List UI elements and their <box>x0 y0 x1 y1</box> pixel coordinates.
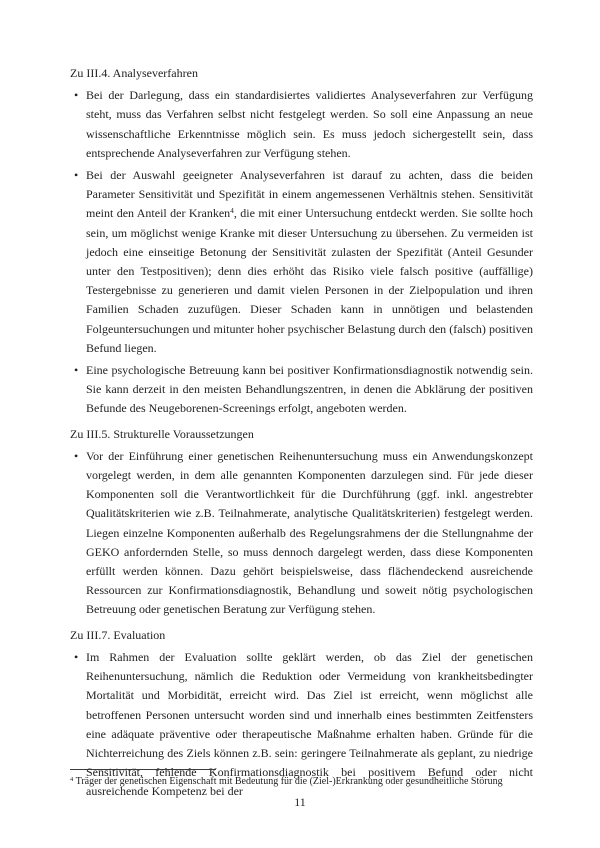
footnote-separator <box>70 769 216 770</box>
section-heading-iii5: Zu III.5. Strukturelle Voraussetzungen <box>70 426 254 441</box>
footnote-body: Träger der genetischen Eigenschaft mit Bedeutung für die (Ziel-)Erkrankung oder gesundheitliche Störung <box>75 776 503 787</box>
section-heading-iii7: Zu III.7. Evaluation <box>70 627 166 642</box>
paragraph-text <box>86 168 533 355</box>
text-segment: Bei der Auswahl geeigneter Analyseverfahren ist darauf zu achten, dass die beiden Parameter Sensitivität und Spezifität in einem angemessenen Verhältnis stehen. Sensitivität meint den Anteil der Kranken <box>86 168 533 221</box>
text-segment: , die mit einer Untersuchung entdeckt werden. Sie sollte hoch sein, um möglichst wenige Kranke mit dieser Untersuchung zu übersehen. Zu vermeiden ist jedoch eine einseitige Betonung der Sensitivität zulasten der Spezifität (Anteil Gesunder unter den Testpositiven); denn dies erhöht das Risiko viele falsch positive (auffällige) Testergebnisse zu generieren und damit vielen Personen in der Zielpopulation und ihren Familien Schaden zuzufügen. Dieser Schaden kann in unnötigen und belastenden Folgeuntersuchungen und mitunter hoher psychischer Belastung durch den (falsch) positiven Befund liegen. <box>86 206 533 355</box>
page-number: 11 <box>294 795 306 809</box>
list-item <box>74 361 533 419</box>
list-item <box>74 86 533 163</box>
bullet-list-iii4 <box>70 86 533 418</box>
bullet-marker: • <box>74 363 79 378</box>
paragraph-text: Vor der Einführung einer genetischen Reihenuntersuchung muss ein Anwendungskonzept vorgelegt werden, in dem alle genannten Komponenten darzulegen sind. Für jede dieser Komponenten soll die Verantwortlichkeit für die Durchführung (ggf. inkl. angestrebter Qualitätskriterien wie z.B. Teilnahmerate, analytische Qualitätskriterien) festgelegt werden. Liegen einzelne Komponenten außerhalb des Regelungsrahmens der die Stellungnahme der GEKO anfordernden Stelle, so muss dennoch dargelegt werden, dass diese Komponenten erfüllt werden können. Dazu gehört beispielsweise, dass flächendeckend ausreichende Ressourcen zur Konfirmationsdiagnostik, Behandlung und soweit nötig psychologischen Betreuung oder genetischen Beratung zur Verfügung stehen. <box>86 448 533 617</box>
section-heading-iii4: Zu III.4. Analyseverfahren <box>70 66 198 80</box>
paragraph-text: Im Rahmen der Evaluation sollte geklärt werden, ob das Ziel der genetischen Reihenuntersuchung, nämlich die Reduktion oder Vermeidung von krankheitsbedingter Mortalität und Morbidität, erreicht wird. Das Ziel ist erreicht, wenn möglichst alle betroffenen Personen untersucht worden sind und innerhalb eines bestimmten Zeitfensters eine adäquate präventive oder therapeutische Maßnahme erhalten haben. Gründe für die Nichterreichung des Ziels können z.B. sein: geringere Teilnahmerate als geplant, zu niedrige Sensitivität, fehlende Konfirmationsdiagnostik bei positivem Befund oder nicht ausreichende Kompetenz bei der <box>86 649 533 799</box>
footnote-marker: 4 <box>70 776 74 783</box>
list-item <box>74 166 533 358</box>
footnote-text <box>70 775 533 788</box>
footnote-reference: 4 <box>230 206 234 216</box>
bullet-marker: • <box>74 168 79 183</box>
footnote-area <box>70 769 533 788</box>
bullet-marker: • <box>74 88 79 103</box>
paragraph-text: Bei der Darlegung, dass ein standardisiertes validiertes Analyseverfahren zur Verfügung steht, muss das Verfahren selbst nicht festgelegt werden. So soll eine Anpassung an neue wissenschaftliche Erkenntnisse möglich sein. Es muss jedoch sichergestellt sein, dass entsprechende Analyseverfahren zur Verfügung stehen. <box>86 88 533 160</box>
bullet-marker: • <box>74 448 79 463</box>
bullet-marker: • <box>74 649 79 664</box>
document-content <box>70 64 533 802</box>
list-item <box>74 447 533 620</box>
bullet-list-iii5 <box>70 447 533 620</box>
paragraph-text: Eine psychologische Betreuung kann bei positiver Konfirmationsdiagnostik notwendig sein. Sie kann derzeit in den meisten Behandlungszentren, in denen die Abklärung der positiven Befunde des Neugeborenen-Screenings erfolgt, angeboten werden. <box>86 363 533 416</box>
